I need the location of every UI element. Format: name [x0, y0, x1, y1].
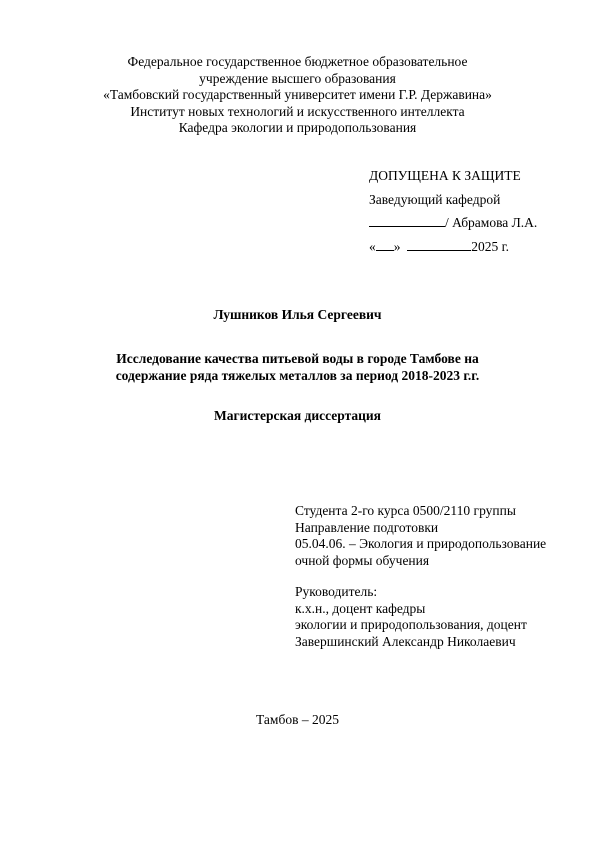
- header-line: Кафедра экологии и природопользования: [178, 120, 417, 135]
- student-line: очной формы обучения: [295, 552, 430, 568]
- thesis-title-line: содержание ряда тяжелых металлов за период 2018-2023 г.г.: [115, 367, 480, 383]
- approval-signature-line: [369, 211, 537, 235]
- thesis-title: [0, 351, 595, 384]
- supervisor-line: Завершинский Александр Николаевич: [295, 633, 516, 649]
- approval-signatory: / Абрамова Л.А.: [445, 215, 538, 230]
- date-month-blank: [407, 238, 471, 251]
- student-line: Студента 2-го курса 0500/2110 группы: [295, 503, 516, 518]
- approval-block: [369, 164, 537, 258]
- header-line: Институт новых технологий и искусственного интеллекта: [130, 103, 465, 119]
- author-name: Лушников Илья Сергеевич: [213, 307, 382, 322]
- supervisor-line: экологии и природопользования, доцент: [295, 617, 527, 632]
- thesis-title-line: Исследование качества питьевой воды в городе Тамбове на: [116, 351, 479, 366]
- supervisor-line: Руководитель:: [295, 584, 378, 599]
- date-day-blank: [376, 238, 394, 251]
- date-close-quote: »: [393, 238, 401, 254]
- approval-heading: ДОПУЩЕНА К ЗАЩИТЕ: [369, 168, 521, 183]
- date-year: 2025 г.: [471, 238, 510, 254]
- thesis-type: Магистерская диссертация: [213, 408, 381, 423]
- header-line: Федеральное государственное бюджетное образовательное: [127, 54, 468, 69]
- city-year: Тамбов – 2025: [256, 712, 339, 727]
- institution-header: [0, 54, 595, 137]
- supervisor-line: к.х.н., доцент кафедры: [295, 600, 426, 616]
- header-line: учреждение высшего образования: [199, 70, 396, 86]
- student-line: 05.04.06. – Экология и природопользование: [295, 536, 547, 551]
- student-info: [295, 503, 546, 569]
- approval-date-line: [369, 235, 537, 259]
- supervisor-info: [295, 584, 527, 650]
- approval-position: Заведующий кафедрой: [369, 191, 501, 207]
- header-line: «Тамбовский государственный университет имени Г.Р. Державина»: [103, 87, 492, 102]
- date-open-quote: «: [369, 238, 376, 254]
- student-line: Направление подготовки: [295, 519, 439, 535]
- signature-blank: [369, 214, 445, 227]
